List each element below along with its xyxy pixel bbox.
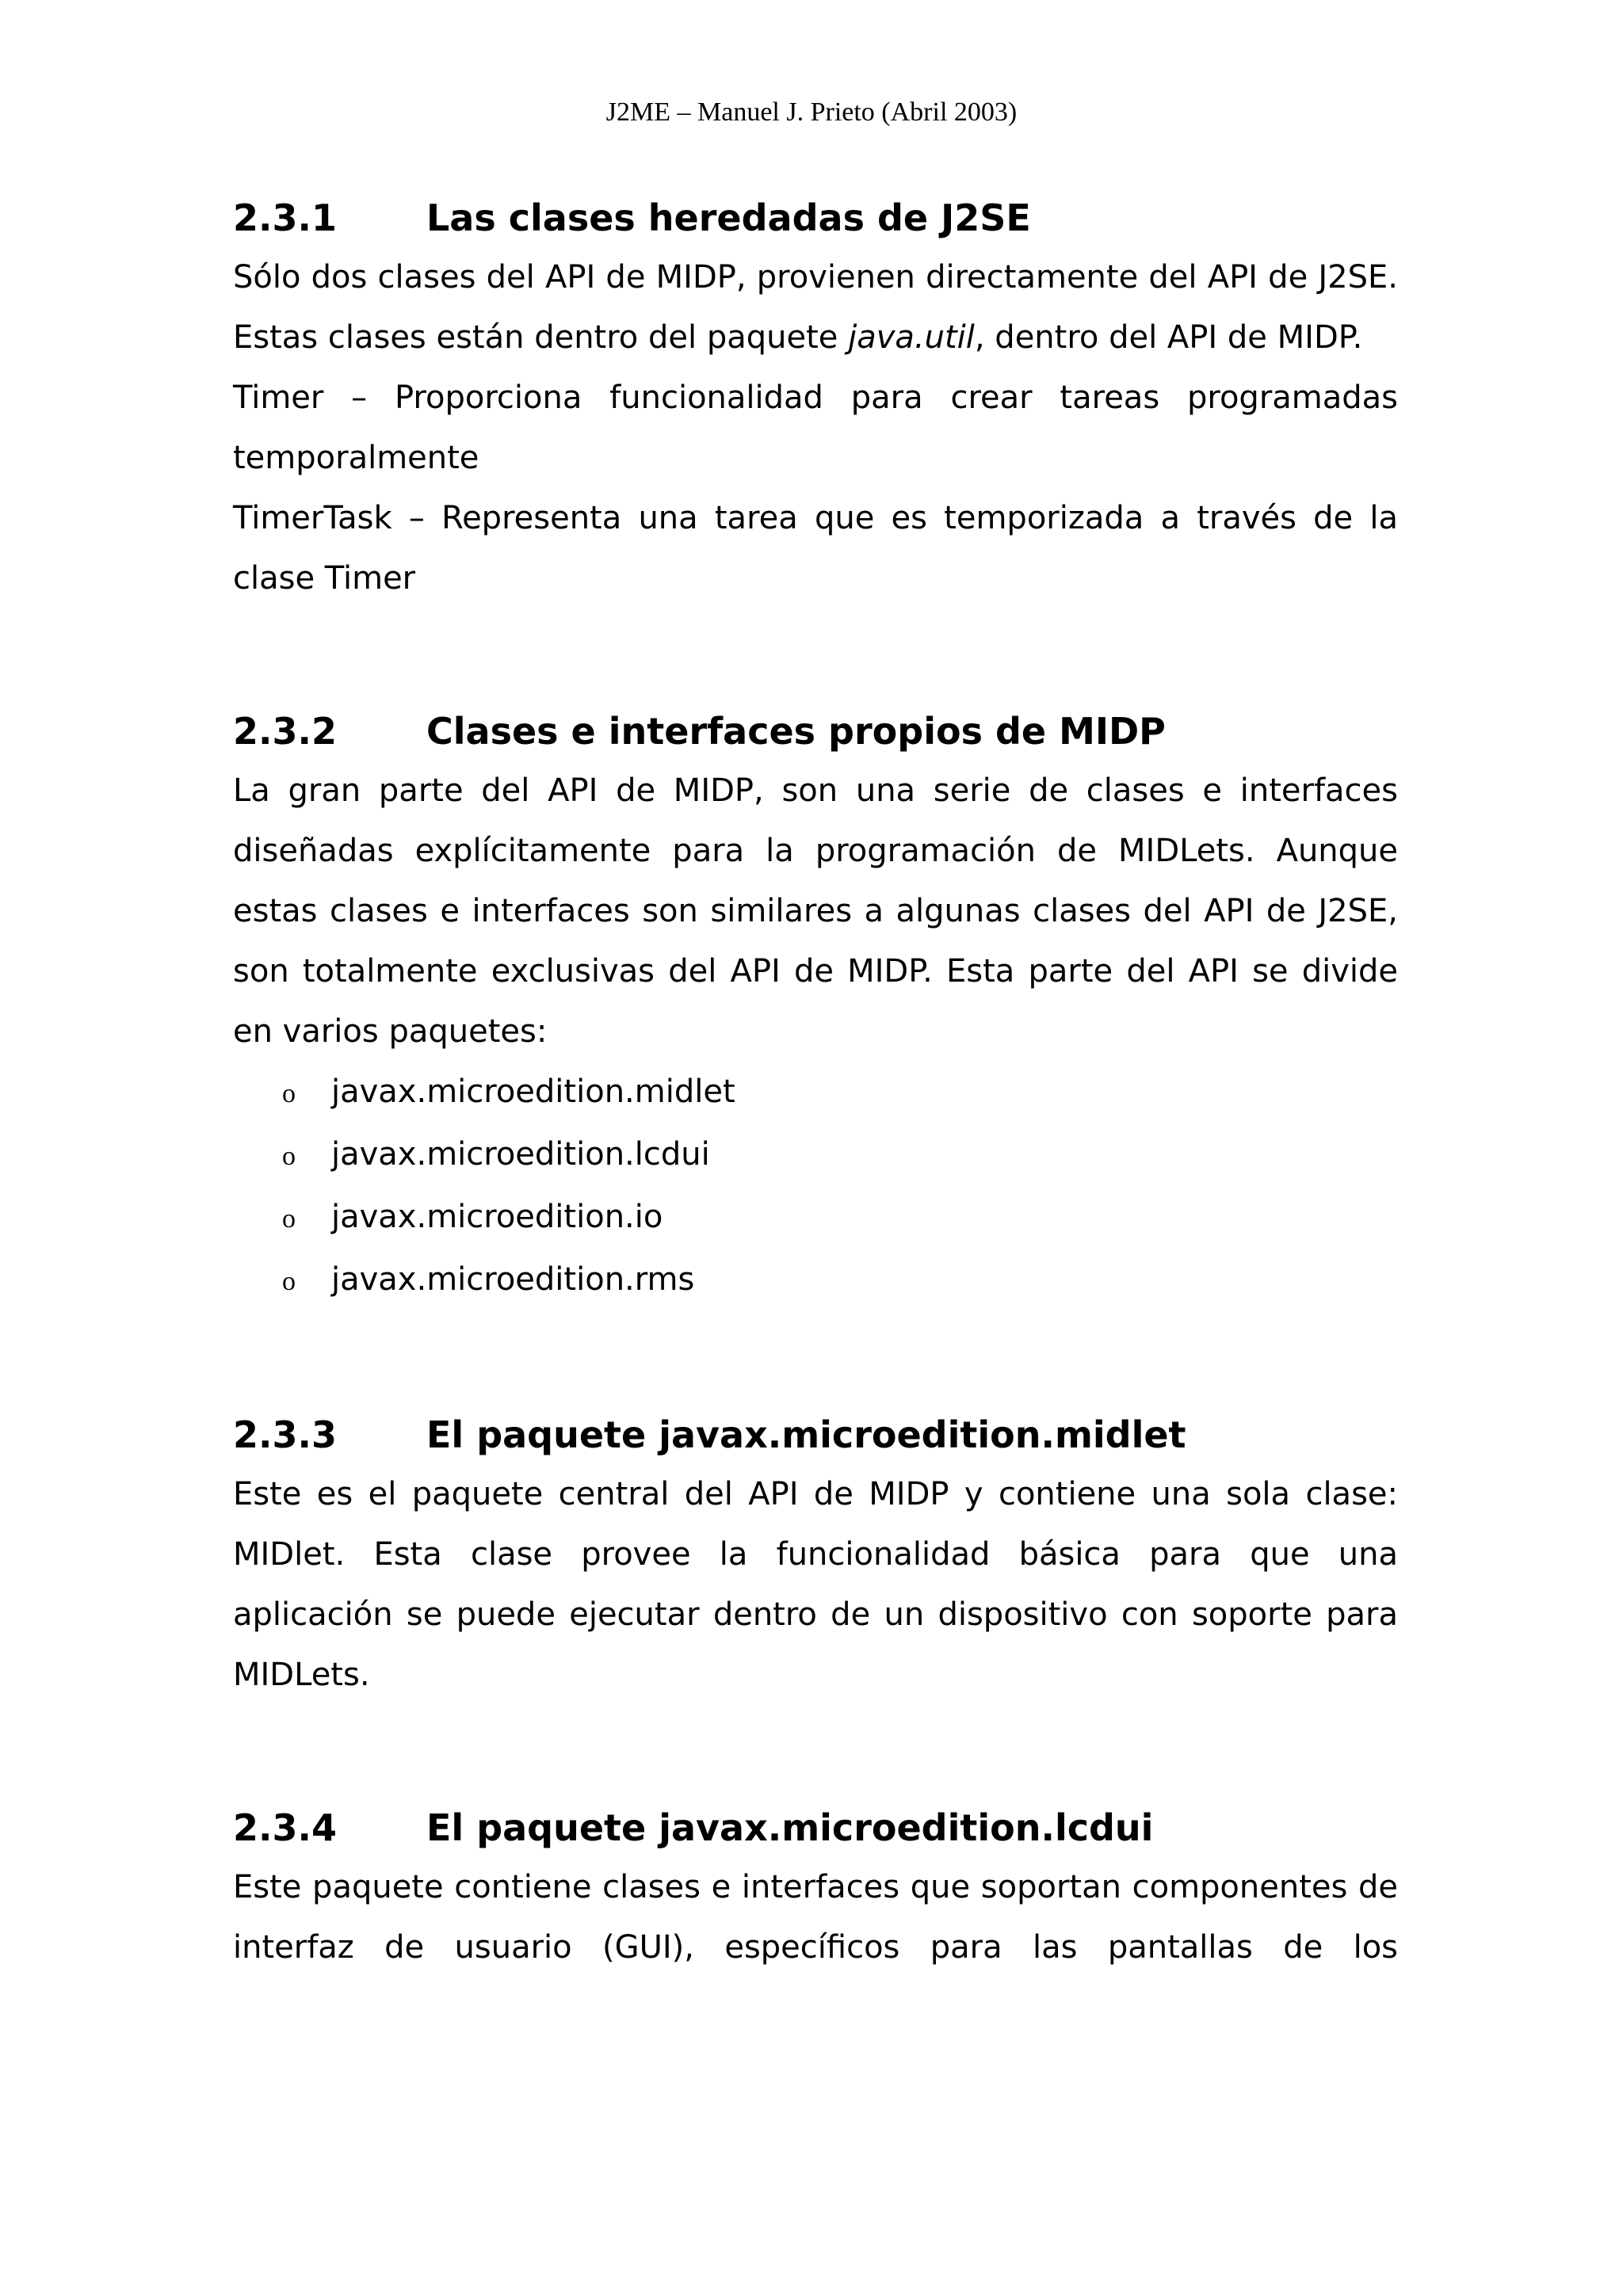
paragraph-text: Sólo dos clases del API de MIDP, provienen directamente del API de J2SE. Estas clases están dentro del paquete (233, 259, 1398, 356)
section-title: El paquete javax.microedition.lcdui (426, 1806, 1154, 1849)
paragraph: La gran parte del API de MIDP, son una serie de clases e interfaces diseñadas explícitamente para la programación de MIDLets. Aunque estas clases e interfaces son similares a algunas clases del API de J2SE, son totalmente exclusivas del API de MIDP. Esta parte del API se divide en varios paquetes: (233, 772, 1398, 1050)
section-title: Las clases heredadas de J2SE (426, 196, 1031, 239)
section-heading (233, 702, 1398, 761)
list-item (233, 1062, 1398, 1124)
section-heading (233, 1798, 1398, 1857)
section-heading (233, 189, 1398, 247)
section-2-3-3 (233, 1405, 1398, 1705)
section-2-3-2 (233, 702, 1398, 1312)
list-item-text: javax.microedition.lcdui (331, 1136, 710, 1173)
list-item-text: javax.microedition.io (331, 1199, 663, 1235)
package-list (233, 1062, 1398, 1312)
section-2-3-4 (233, 1798, 1398, 1978)
paragraph: Este es el paquete central del API de MIDP y contiene una sola clase: MIDlet. Esta clase provee la funcionalidad básica para que una aplicación se puede ejecutar dentro de un dispositivo con soporte para MIDLets. (233, 1476, 1398, 1693)
list-item (233, 1124, 1398, 1187)
bullet-icon: o (282, 1079, 296, 1108)
paragraph-timertask: TimerTask – Representa una tarea que es temporizada a través de la clase Timer (233, 500, 1398, 597)
section-spacer (233, 1705, 1398, 1798)
package-name: java.util (848, 319, 975, 356)
section-spacer (233, 608, 1398, 702)
paragraph-timer: Timer – Proporciona funcionalidad para crear tareas programadas temporalmente (233, 379, 1398, 476)
running-header: J2ME – Manuel J. Prieto (Abril 2003) (605, 97, 1018, 127)
bullet-icon: o (282, 1204, 296, 1234)
list-item-text: javax.microedition.midlet (331, 1074, 735, 1110)
bullet-icon: o (282, 1142, 296, 1171)
section-title: El paquete javax.microedition.midlet (426, 1413, 1186, 1456)
paragraph (233, 247, 1398, 368)
paragraph: Este paquete contiene clases e interfaces que soportan componentes de interfaz de usuario (GUI), específicos para las pantallas de los (233, 1869, 1398, 1966)
section-title: Clases e interfaces propios de MIDP (426, 710, 1166, 753)
section-number: 2.3.4 (233, 1806, 337, 1849)
section-spacer (233, 1312, 1398, 1405)
bullet-icon: o (282, 1267, 296, 1296)
section-heading (233, 1405, 1398, 1464)
section-number: 2.3.2 (233, 710, 337, 753)
section-number: 2.3.1 (233, 196, 337, 239)
page-content (233, 189, 1398, 1978)
list-item (233, 1187, 1398, 1249)
paragraph-text: , dentro del API de MIDP. (974, 319, 1363, 356)
section-2-3-1 (233, 189, 1398, 608)
list-item (233, 1249, 1398, 1312)
list-item-text: javax.microedition.rms (331, 1261, 695, 1298)
section-number: 2.3.3 (233, 1413, 337, 1456)
